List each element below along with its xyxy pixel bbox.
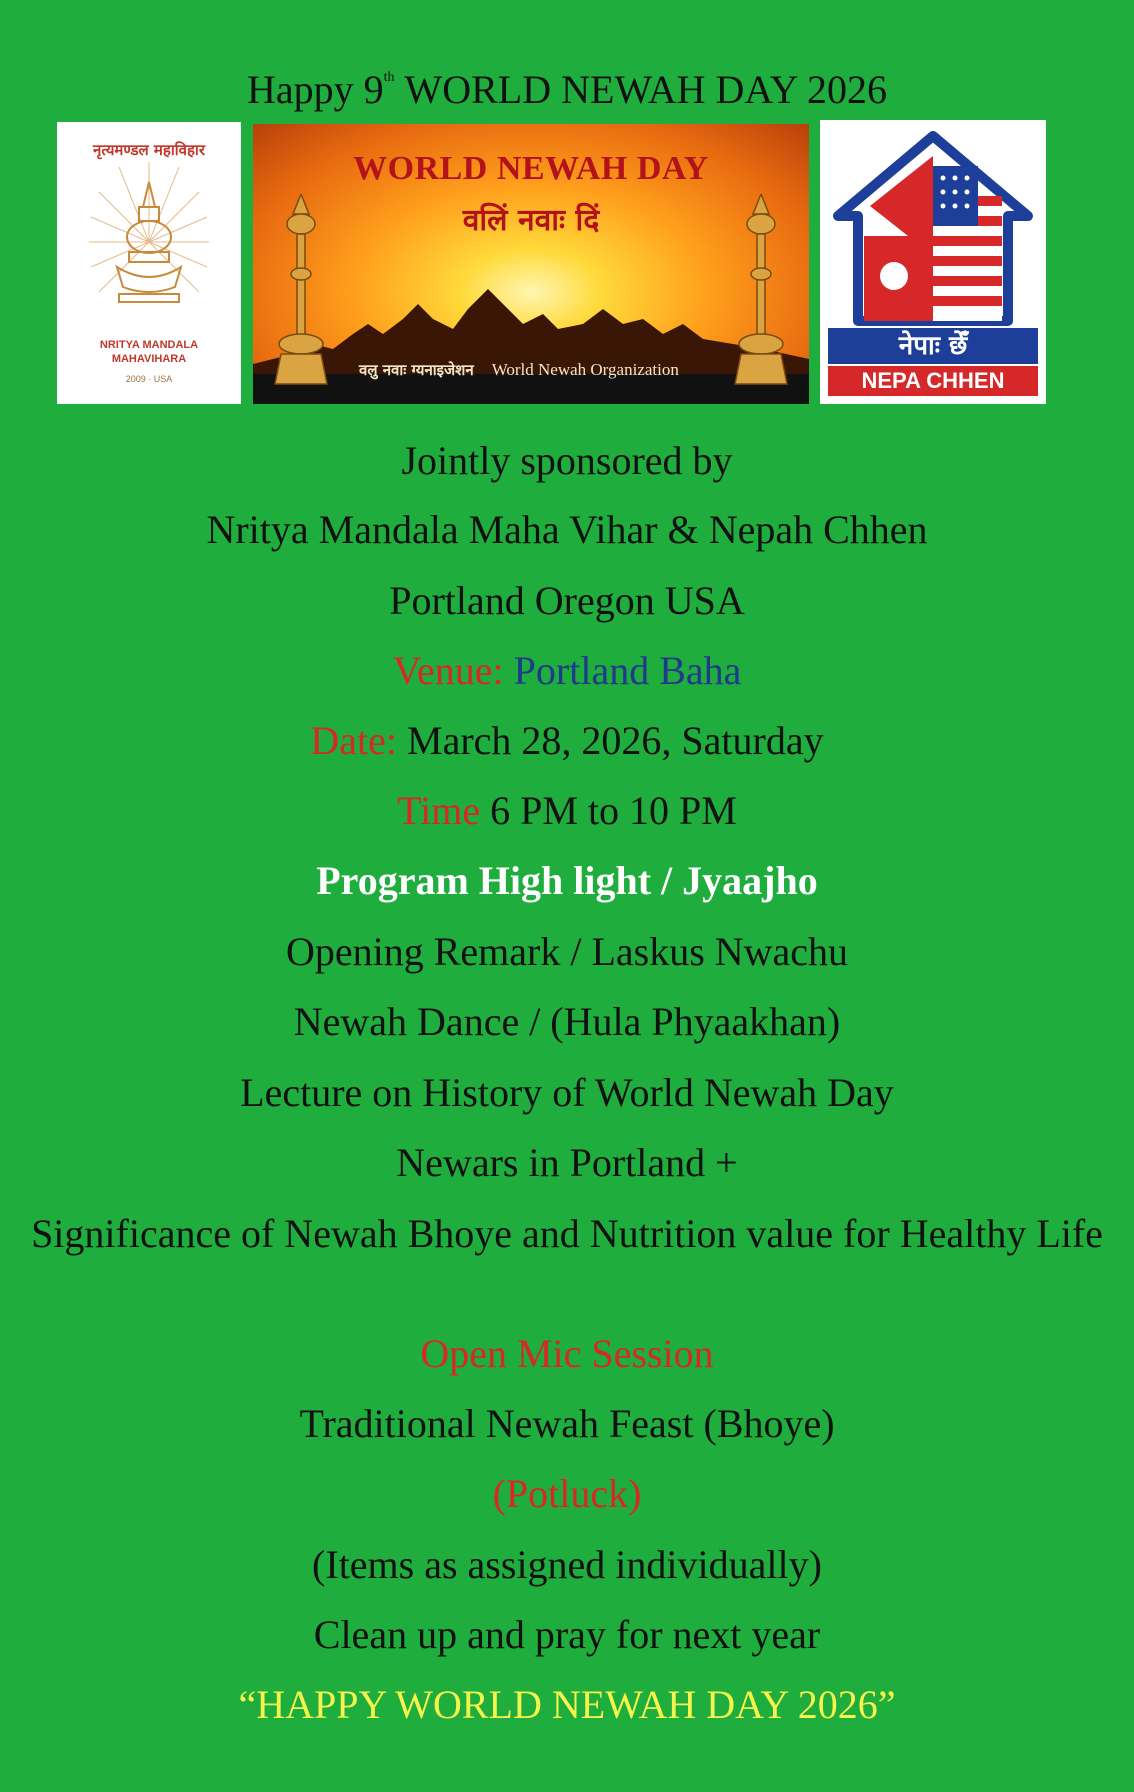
sponsor-location: Portland Oregon USA (389, 578, 745, 623)
program-heading: Program High light / Jyaajho (316, 858, 818, 903)
nritya-mandala-logo (57, 122, 241, 404)
page-title (0, 52, 1134, 116)
cleanup-line: Clean up and pray for next year (313, 1612, 821, 1657)
nepa-chhen-logo (820, 120, 1046, 404)
time-label: Time (397, 788, 481, 833)
program-item: Newah Dance / (Hula Phyaakhan) (293, 999, 841, 1044)
banner-footer-text: World Newah Organization (491, 360, 679, 379)
banner-title: WORLD NEWAH DAY (353, 150, 709, 187)
program-item: Significance of Newah Bhoye and Nutrition value for Healthy Life (31, 1211, 1103, 1256)
nepa-chhen-name: NEPA CHHEN (828, 366, 1038, 396)
title-prefix: Happy 9 (246, 67, 384, 112)
date-value: March 28, 2026, Saturday (407, 718, 824, 763)
time-line (0, 786, 1134, 836)
closing-greeting: “HAPPY WORLD NEWAH DAY 2026” (238, 1682, 896, 1727)
items-assigned-note: (Items as assigned individually) (312, 1542, 822, 1587)
temple-skyline-icon (253, 274, 809, 374)
time-value: 6 PM to 10 PM (490, 788, 737, 833)
world-newah-day-banner (253, 124, 809, 404)
potluck-note: (Potluck) (492, 1471, 642, 1516)
sponsor-names: Nritya Mandala Maha Vihar & Nepah Chhen (206, 507, 928, 552)
stupa-sunburst-icon (89, 162, 209, 332)
nepa-chhen-script: नेपाः छेँ (828, 328, 1038, 364)
program-item: Lecture on History of World Newah Day (240, 1070, 894, 1115)
date-line (0, 716, 1134, 766)
venue-label: Venue: (392, 648, 504, 693)
nritya-mandala-name: NRITYA MANDALA MAHAVIHARA (99, 339, 199, 365)
banner-script-title: वलिं नवाः दिं (462, 203, 600, 238)
nritya-mandala-established: 2009 · USA (125, 374, 173, 384)
banner-footer (359, 360, 779, 390)
title-superscript: th (383, 70, 395, 85)
program-item: Newars in Portland + (396, 1140, 738, 1185)
title-suffix: WORLD NEWAH DAY 2026 (404, 67, 888, 112)
nritya-mandala-script: नृत्यमण्डल महाविहार (93, 141, 205, 159)
nepal-usa-house-icon (828, 126, 1038, 326)
program-item: Opening Remark / Laskus Nwachu (285, 929, 849, 974)
open-mic-session: Open Mic Session (420, 1331, 714, 1376)
sponsor-intro: Jointly sponsored by (401, 438, 733, 483)
venue-value: Portland Baha (513, 648, 742, 693)
traditional-feast: Traditional Newah Feast (Bhoye) (299, 1401, 835, 1446)
banner-footer-script: वलु नवाः ग्यनाइजेशन (359, 361, 474, 379)
venue-line (0, 646, 1134, 696)
date-label: Date: (310, 718, 398, 763)
